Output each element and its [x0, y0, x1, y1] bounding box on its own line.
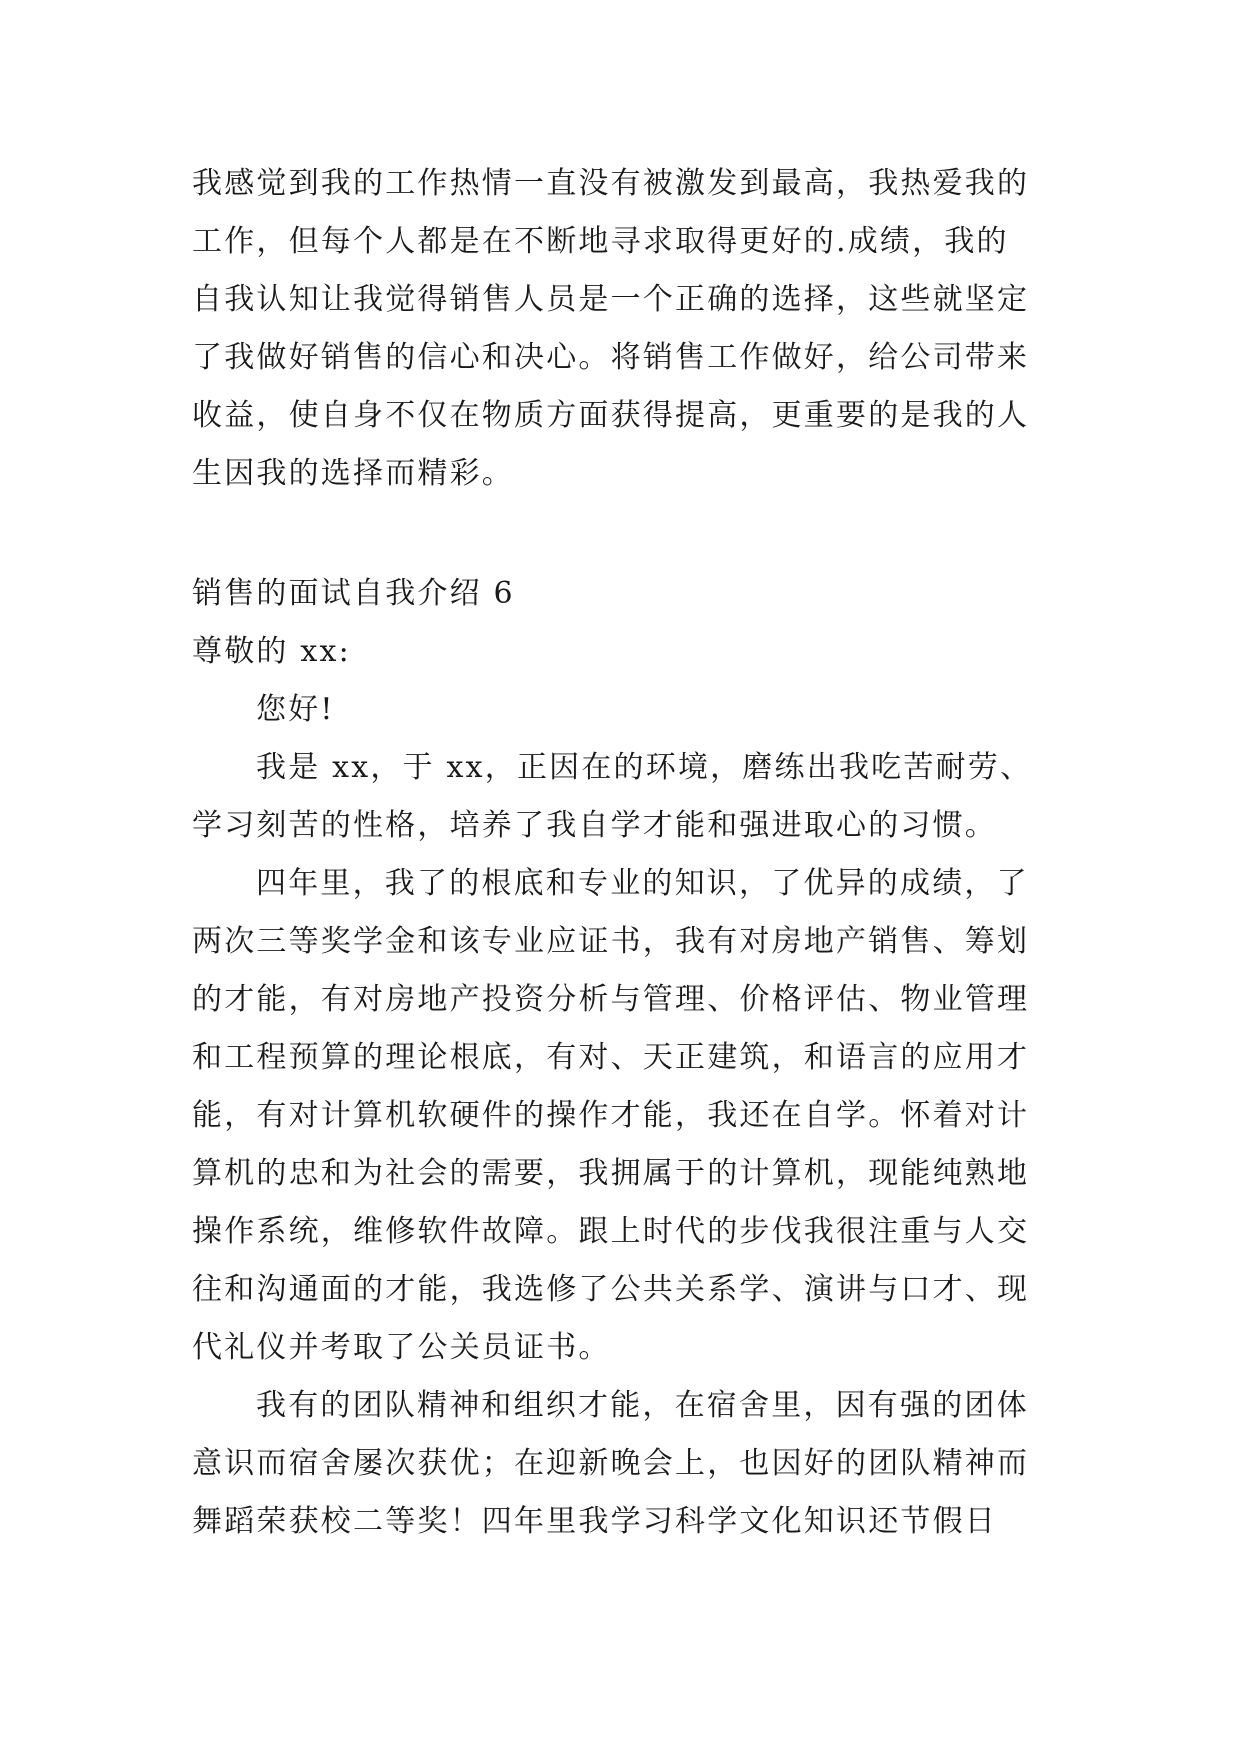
- paragraph2-line-5: 能，有对计算机软硬件的操作才能，我还在自学。怀着对计: [192, 1098, 1030, 1133]
- paragraph2-line-7: 操作系统，维修软件故障。跟上时代的步伐我很注重与人交: [192, 1214, 1030, 1249]
- salutation: 尊敬的 xx:: [192, 634, 351, 669]
- paragraph2-line-1: 四年里，我了的根底和专业的知识，了优异的成绩，了: [256, 866, 1029, 901]
- intro-line-2: 工作，但每个人都是在不断地寻求取得更好的.成绩，我的: [192, 224, 1009, 259]
- greeting: 您好!: [256, 692, 335, 727]
- intro-line-4: 了我做好销售的信心和决心。将销售工作做好，给公司带来: [192, 340, 1030, 375]
- paragraph2-line-2: 两次三等奖学金和该专业应证书，我有对房地产销售、筹划: [192, 924, 1030, 959]
- paragraph2-line-4: 和工程预算的理论根底，有对、天正建筑，和语言的应用才: [192, 1040, 1030, 1075]
- paragraph1-line-1: 我是 xx，于 xx，正因在的环境，磨练出我吃苦耐劳、: [256, 750, 1033, 785]
- paragraph2-line-3: 的才能，有对房地产投资分析与管理、价格评估、物业管理: [192, 982, 1030, 1017]
- section-title: 销售的面试自我介绍 6: [192, 576, 515, 611]
- intro-line-5: 收益，使自身不仅在物质方面获得提高，更重要的是我的人: [192, 398, 1030, 433]
- paragraph2-line-9: 代礼仪并考取了公关员证书。: [192, 1330, 611, 1365]
- intro-line-1: 我感觉到我的工作热情一直没有被激发到最高，我热爱我的: [192, 166, 1030, 201]
- paragraph2-line-8: 往和沟通面的才能，我选修了公共关系学、演讲与口才、现: [192, 1272, 1030, 1307]
- paragraph3-line-2: 意识而宿舍屡次获优；在迎新晚会上，也因好的团队精神而: [192, 1446, 1030, 1481]
- paragraph2-line-6: 算机的忠和为社会的需要，我拥属于的计算机，现能纯熟地: [192, 1156, 1030, 1191]
- paragraph3-line-1: 我有的团队精神和组织才能，在宿舍里，因有强的团体: [256, 1388, 1029, 1423]
- paragraph3-line-3: 舞蹈荣获校二等奖！四年里我学习科学文化知识还节假日: [192, 1504, 997, 1539]
- intro-line-3: 自我认知让我觉得销售人员是一个正确的选择，这些就坚定: [192, 282, 1030, 317]
- paragraph1-line-2: 学习刻苦的性格，培养了我自学才能和强进取心的习惯。: [192, 808, 997, 843]
- intro-line-6: 生因我的选择而精彩。: [192, 456, 514, 491]
